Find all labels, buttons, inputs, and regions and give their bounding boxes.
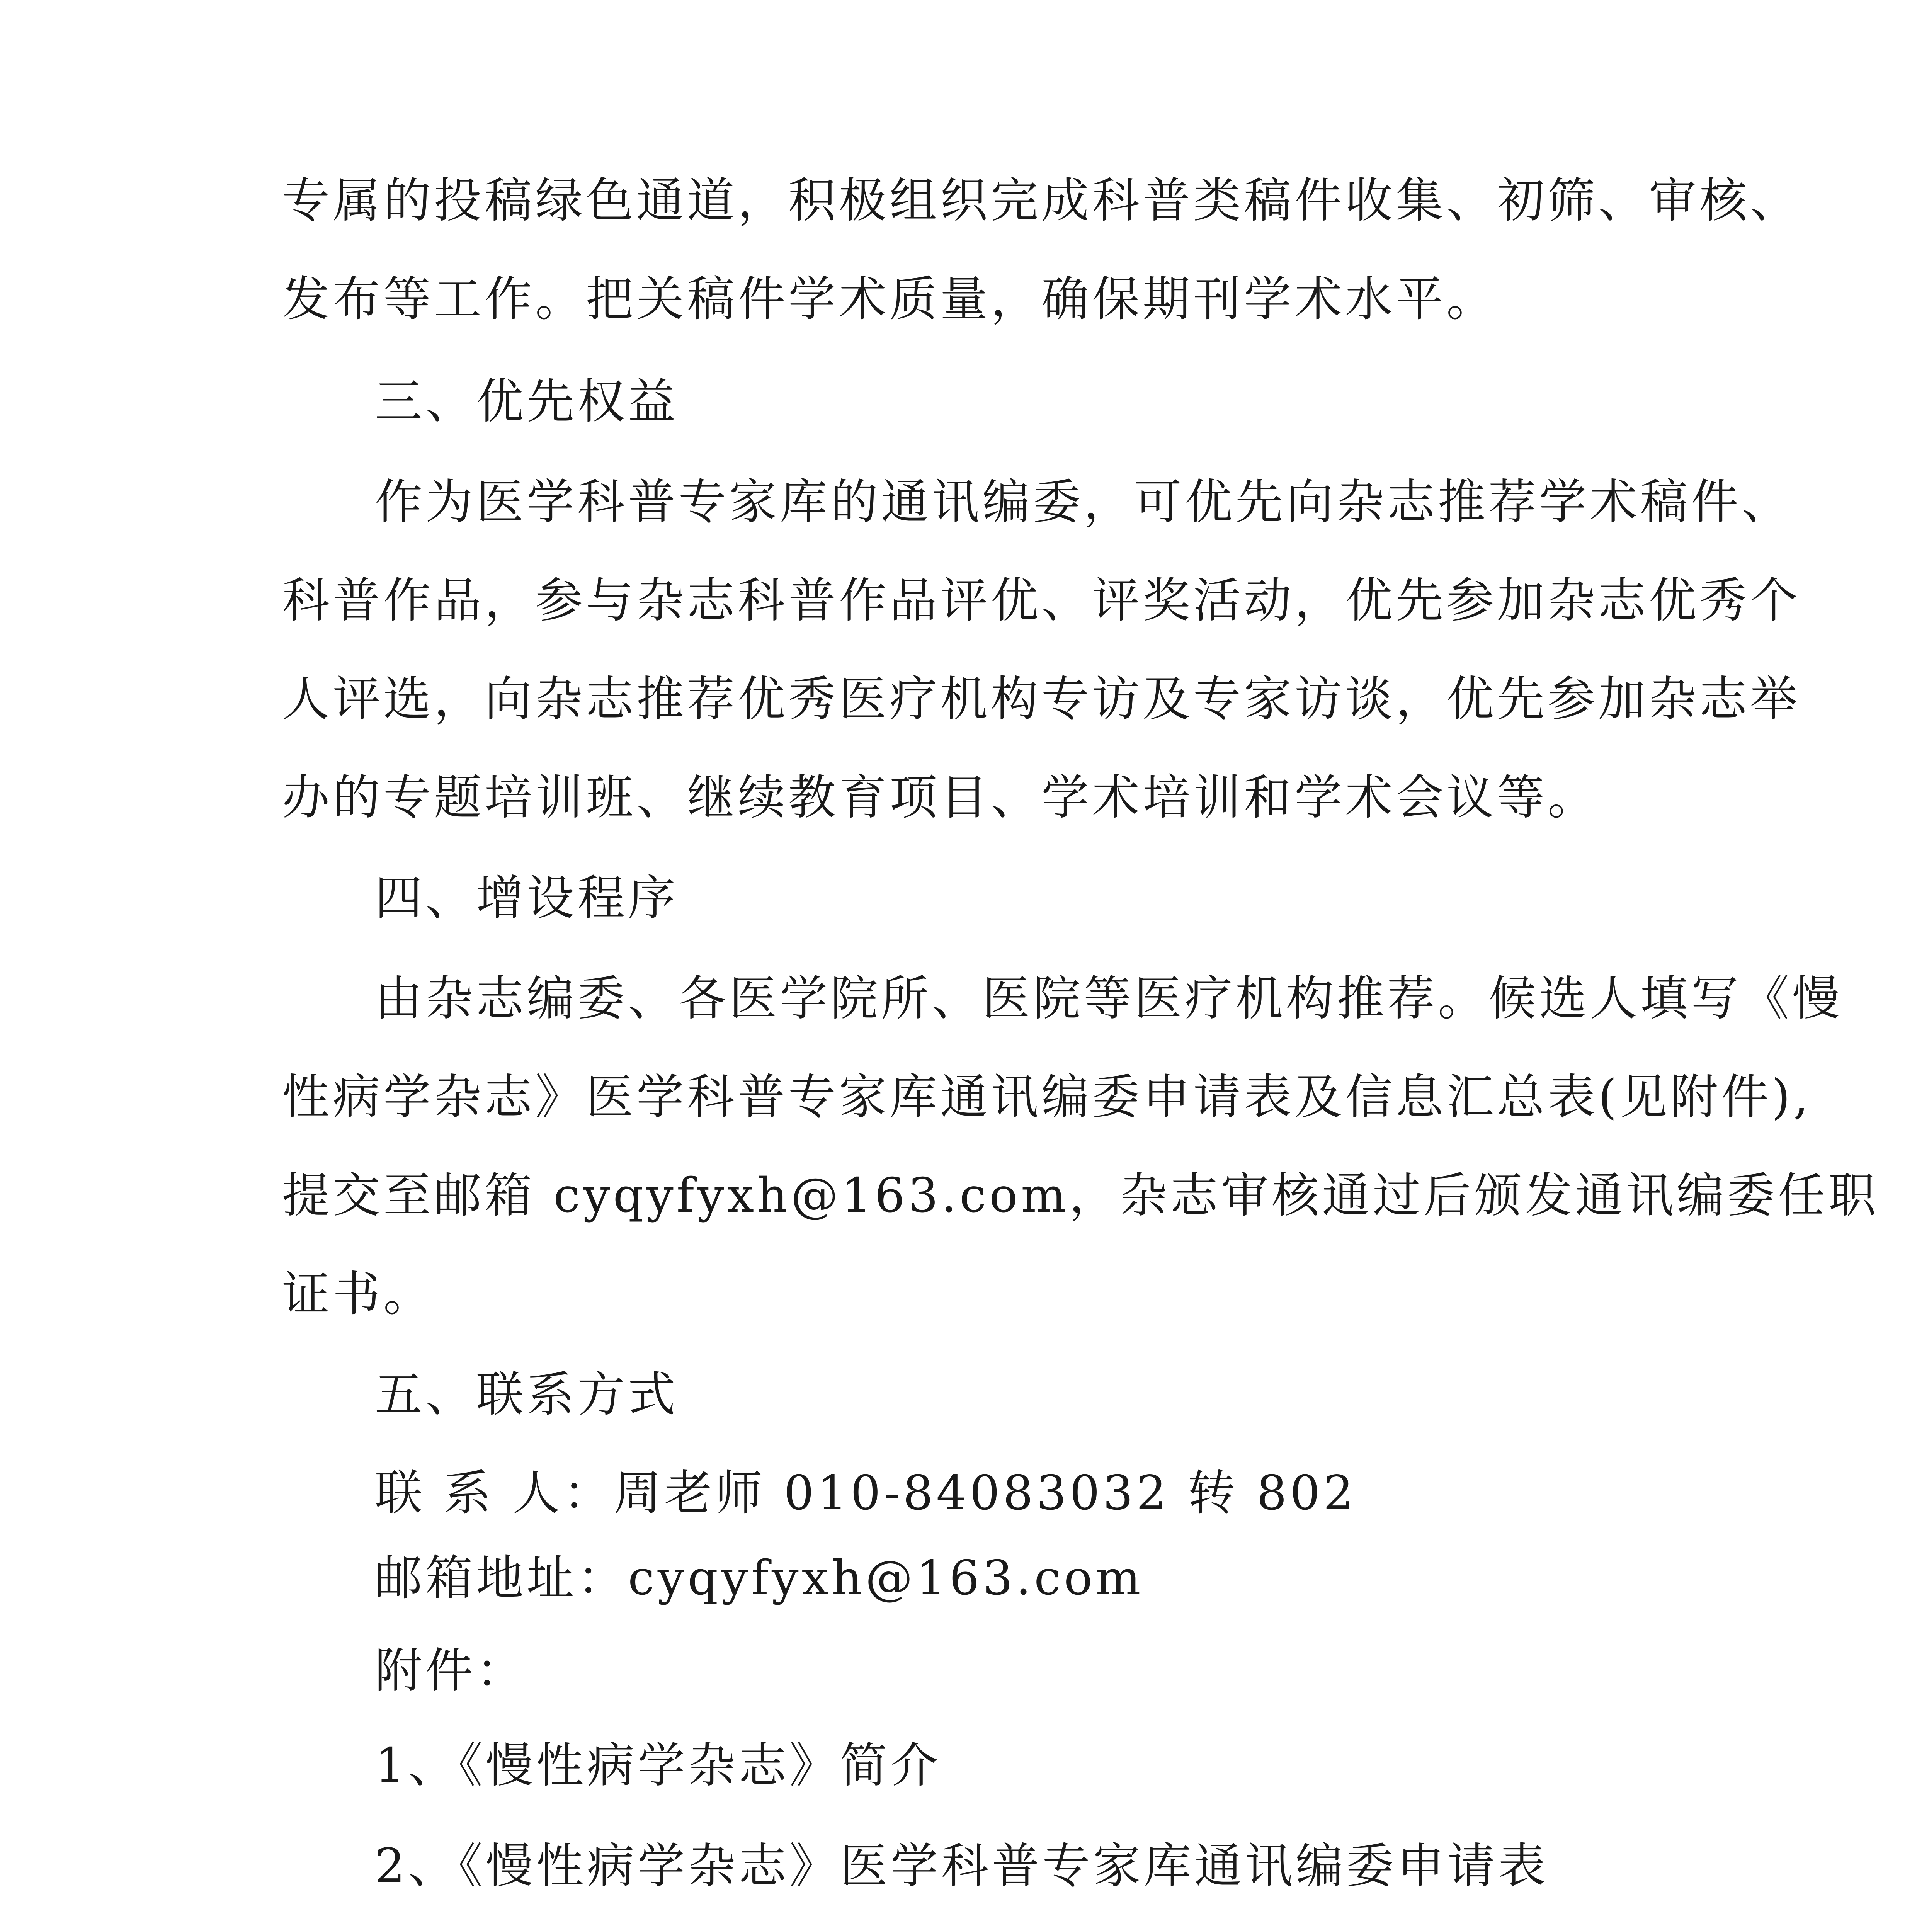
paragraph-line: 专属的投稿绿色通道，积极组织完成科普类稿件收集、初筛、审核、 (282, 173, 1801, 228)
attachments-label: 附件： (375, 1643, 527, 1699)
section-heading: 四、增设程序 (375, 871, 679, 926)
paragraph-line: 提交至邮箱 cyqyfyxh@163.com，杂志审核通过后颁发通讯编委任职 (282, 1168, 1879, 1223)
attachment-item: 2、《慢性病学杂志》医学科普专家库通讯编委申请表 (375, 1838, 1549, 1894)
contact-person: 联 系 人：周老师 010-84083032 转 802 (375, 1466, 1357, 1521)
paragraph-line: 人评选，向杂志推荐优秀医疗机构专访及专家访谈，优先参加杂志举 (282, 672, 1801, 727)
paragraph-line: 由杂志编委、各医学院所、医院等医疗机构推荐。候选人填写《慢 (375, 971, 1843, 1026)
attachment-item: 1、《慢性病学杂志》简介 (375, 1738, 941, 1793)
paragraph-line: 作为医学科普专家库的通讯编委，可优先向杂志推荐学术稿件、 (375, 474, 1792, 530)
paragraph-line: 科普作品，参与杂志科普作品评优、评奖活动，优先参加杂志优秀个 (282, 573, 1801, 628)
paragraph-line: 办的专题培训班、继续教育项目、学术培训和学术会议等。 (282, 770, 1598, 825)
contact-email: 邮箱地址：cyqyfyxh@163.com (375, 1551, 1144, 1606)
paragraph-line: 性病学杂志》医学科普专家库通讯编委申请表及信息汇总表(见附件), (282, 1070, 1812, 1125)
section-heading: 三、优先权益 (375, 374, 679, 429)
paragraph-line: 证书。 (282, 1267, 434, 1322)
section-heading: 五、联系方式 (375, 1367, 679, 1422)
paragraph-line: 发布等工作。把关稿件学术质量，确保期刊学术水平。 (282, 272, 1497, 327)
